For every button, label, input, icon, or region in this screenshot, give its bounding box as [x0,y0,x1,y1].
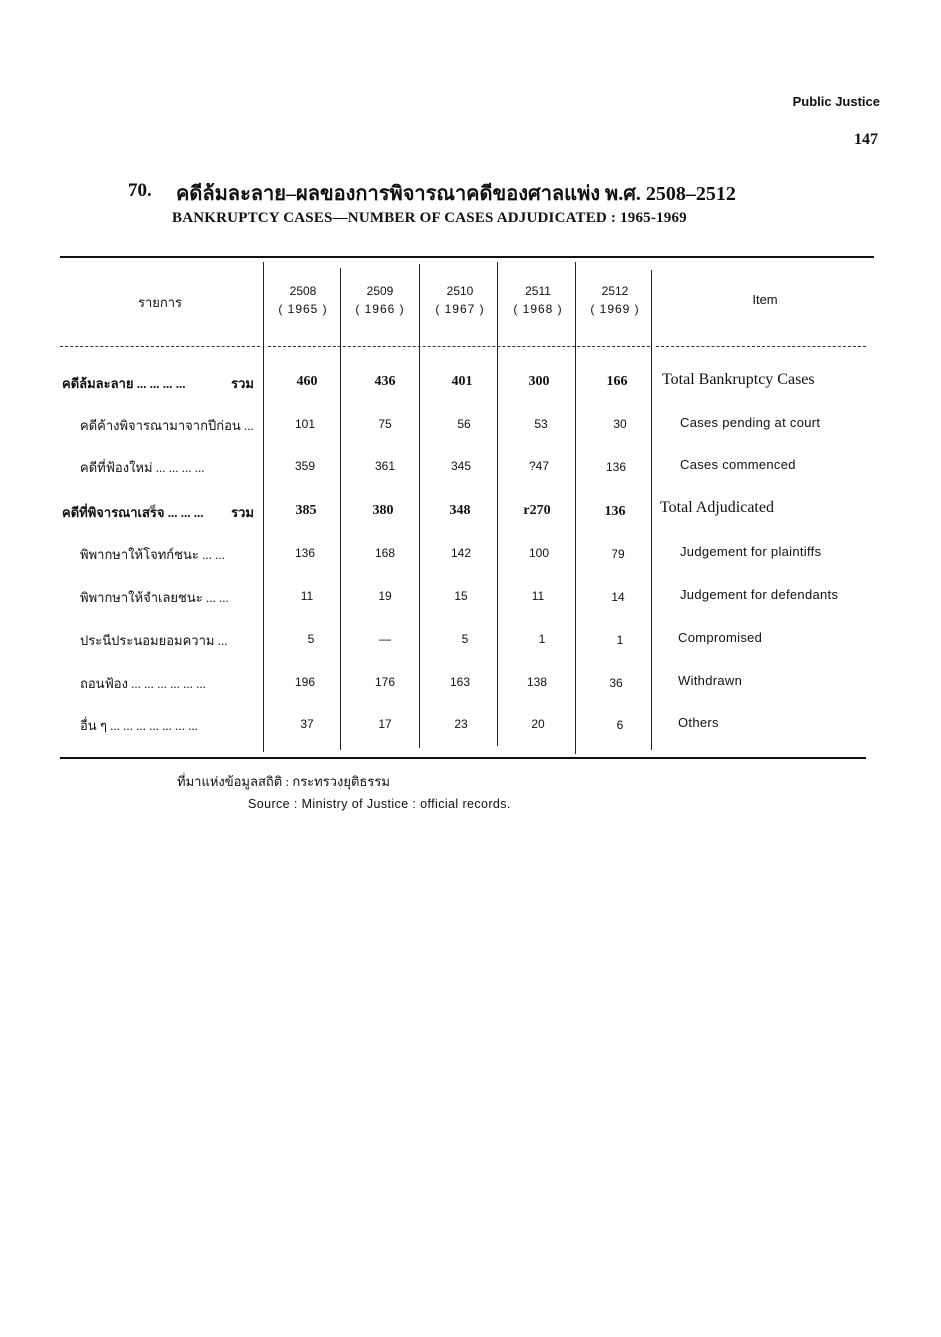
year-be: 2509 [366,284,394,298]
row-label-thai: พิพากษาให้โจทก์ชนะ ... ... [80,547,225,562]
year-ce: ( 1965 ) [278,302,328,316]
table-cell: 53 [534,417,548,431]
table-cell: 15 [454,589,468,603]
row-label-thai: ถอนฟ้อง ... ... ... ... ... ... [80,676,206,691]
table-cell: 17 [378,717,392,731]
row-label-thai: คดีที่ฟ้องใหม่ ... ... ... ... [80,460,205,475]
year-be: 2510 [446,284,474,298]
header-year-1969 [580,284,650,316]
table-cell: r270 [523,503,551,518]
row-label-thai: ประนีประนอมยอมความ ... [80,633,228,648]
row-label-english: Judgement for defendants [680,587,839,602]
header-year-1965 [268,284,338,316]
column-separator [575,262,576,754]
table-cell: 348 [449,503,471,518]
table-cell: 361 [374,459,396,473]
table-cell: 30 [613,417,627,431]
table-cell: 401 [451,374,473,389]
year-ce: ( 1967 ) [435,302,485,316]
table-cell: 136 [605,460,627,474]
title-thai: คดีล้มละลาย–ผลของการพิจารณาคดีของศาลแพ่ง พ.ศ. 2508–2512 [176,183,736,205]
table-cell: — [379,632,391,646]
table-cell: 345 [450,459,472,473]
table-cell: 196 [294,675,316,689]
table-cell: 136 [604,504,626,519]
table-cell: 142 [450,546,472,560]
table-cell: 168 [374,546,396,560]
row-label-english: Others [678,715,719,730]
table-cell: 5 [307,632,315,646]
table-top-rule [60,256,874,258]
table-cell: 11 [300,589,314,603]
table-cell: 163 [449,675,471,689]
table-cell: 14 [611,590,625,604]
header-year-1966 [345,284,415,316]
year-be: 2512 [601,284,629,298]
column-separator [651,270,652,750]
row-label-thai: คดีค้างพิจารณามาจากปีก่อน ... [80,418,254,433]
header-year-1967 [425,284,495,316]
table-cell: 20 [531,717,545,731]
row-label-english: Judgement for plaintiffs [680,544,822,559]
table-cell: 176 [374,675,396,689]
table-cell: 1 [538,632,546,646]
page-number: 147 [854,131,878,148]
table-cell: 300 [528,374,550,389]
year-be: 2508 [289,284,317,298]
source-note-thai: ที่มาแห่งข้อมูลสถิติ : กระทรวงยุติธรรม [177,774,390,789]
row-label-english: Total Bankruptcy Cases [662,371,815,388]
row-label-thai: คดีที่พิจารณาเสร็จ ... ... ... รวม [62,505,254,520]
table-cell: 37 [300,717,314,731]
column-separator [263,262,264,752]
row-label-english: Compromised [678,630,763,645]
year-ce: ( 1966 ) [355,302,405,316]
year-ce: ( 1968 ) [513,302,563,316]
table-cell: 36 [609,676,623,690]
row-label-thai: พิพากษาให้จำเลยชนะ ... ... [80,590,229,605]
table-cell: 460 [296,374,318,389]
header-year-1968 [503,284,573,316]
row-label-english: Cases commenced [680,457,796,472]
table-cell: 6 [616,718,624,732]
row-label-english: Withdrawn [678,673,743,688]
table-cell: 380 [372,503,394,518]
table-cell: 23 [454,717,468,731]
table-cell: 100 [528,546,550,560]
column-separator [497,262,498,746]
year-ce: ( 1969 ) [590,302,640,316]
header-divider [656,346,866,347]
table-cell: 79 [611,547,625,561]
source-note-english: Source : Ministry of Justice : official records. [248,797,511,811]
table-cell: 101 [294,417,316,431]
table-cell: ?47 [528,459,550,473]
row-label-english: Cases pending at court [680,415,821,430]
table-cell: 11 [531,589,545,603]
row-label-thai: คดีล้มละลาย ... ... ... ... รวม [62,376,254,391]
table-cell: 56 [457,417,471,431]
title-english: BANKRUPTCY CASES—NUMBER OF CASES ADJUDICATED : 1965-1969 [172,210,687,226]
table-cell: 138 [526,675,548,689]
table-cell: 359 [294,459,316,473]
header-divider [268,346,650,347]
table-cell: 385 [295,503,317,518]
table-cell: 436 [374,374,396,389]
table-bottom-rule [60,757,866,759]
table-cell: 5 [461,632,469,646]
year-be: 2511 [525,284,551,298]
table-cell: 136 [294,546,316,560]
table-cell: 75 [378,417,392,431]
section-label: Public Justice [792,94,880,109]
table-cell: 19 [378,589,392,603]
header-divider [60,346,260,347]
table-cell: 1 [616,633,624,647]
header-item-english: Item [752,292,778,307]
table-number: 70. [128,180,152,201]
row-label-english: Total Adjudicated [660,499,774,516]
row-label-thai: อื่น ๆ ... ... ... ... ... ... ... [80,718,198,733]
table-cell: 166 [606,374,628,389]
header-item-thai: รายการ [137,295,183,310]
